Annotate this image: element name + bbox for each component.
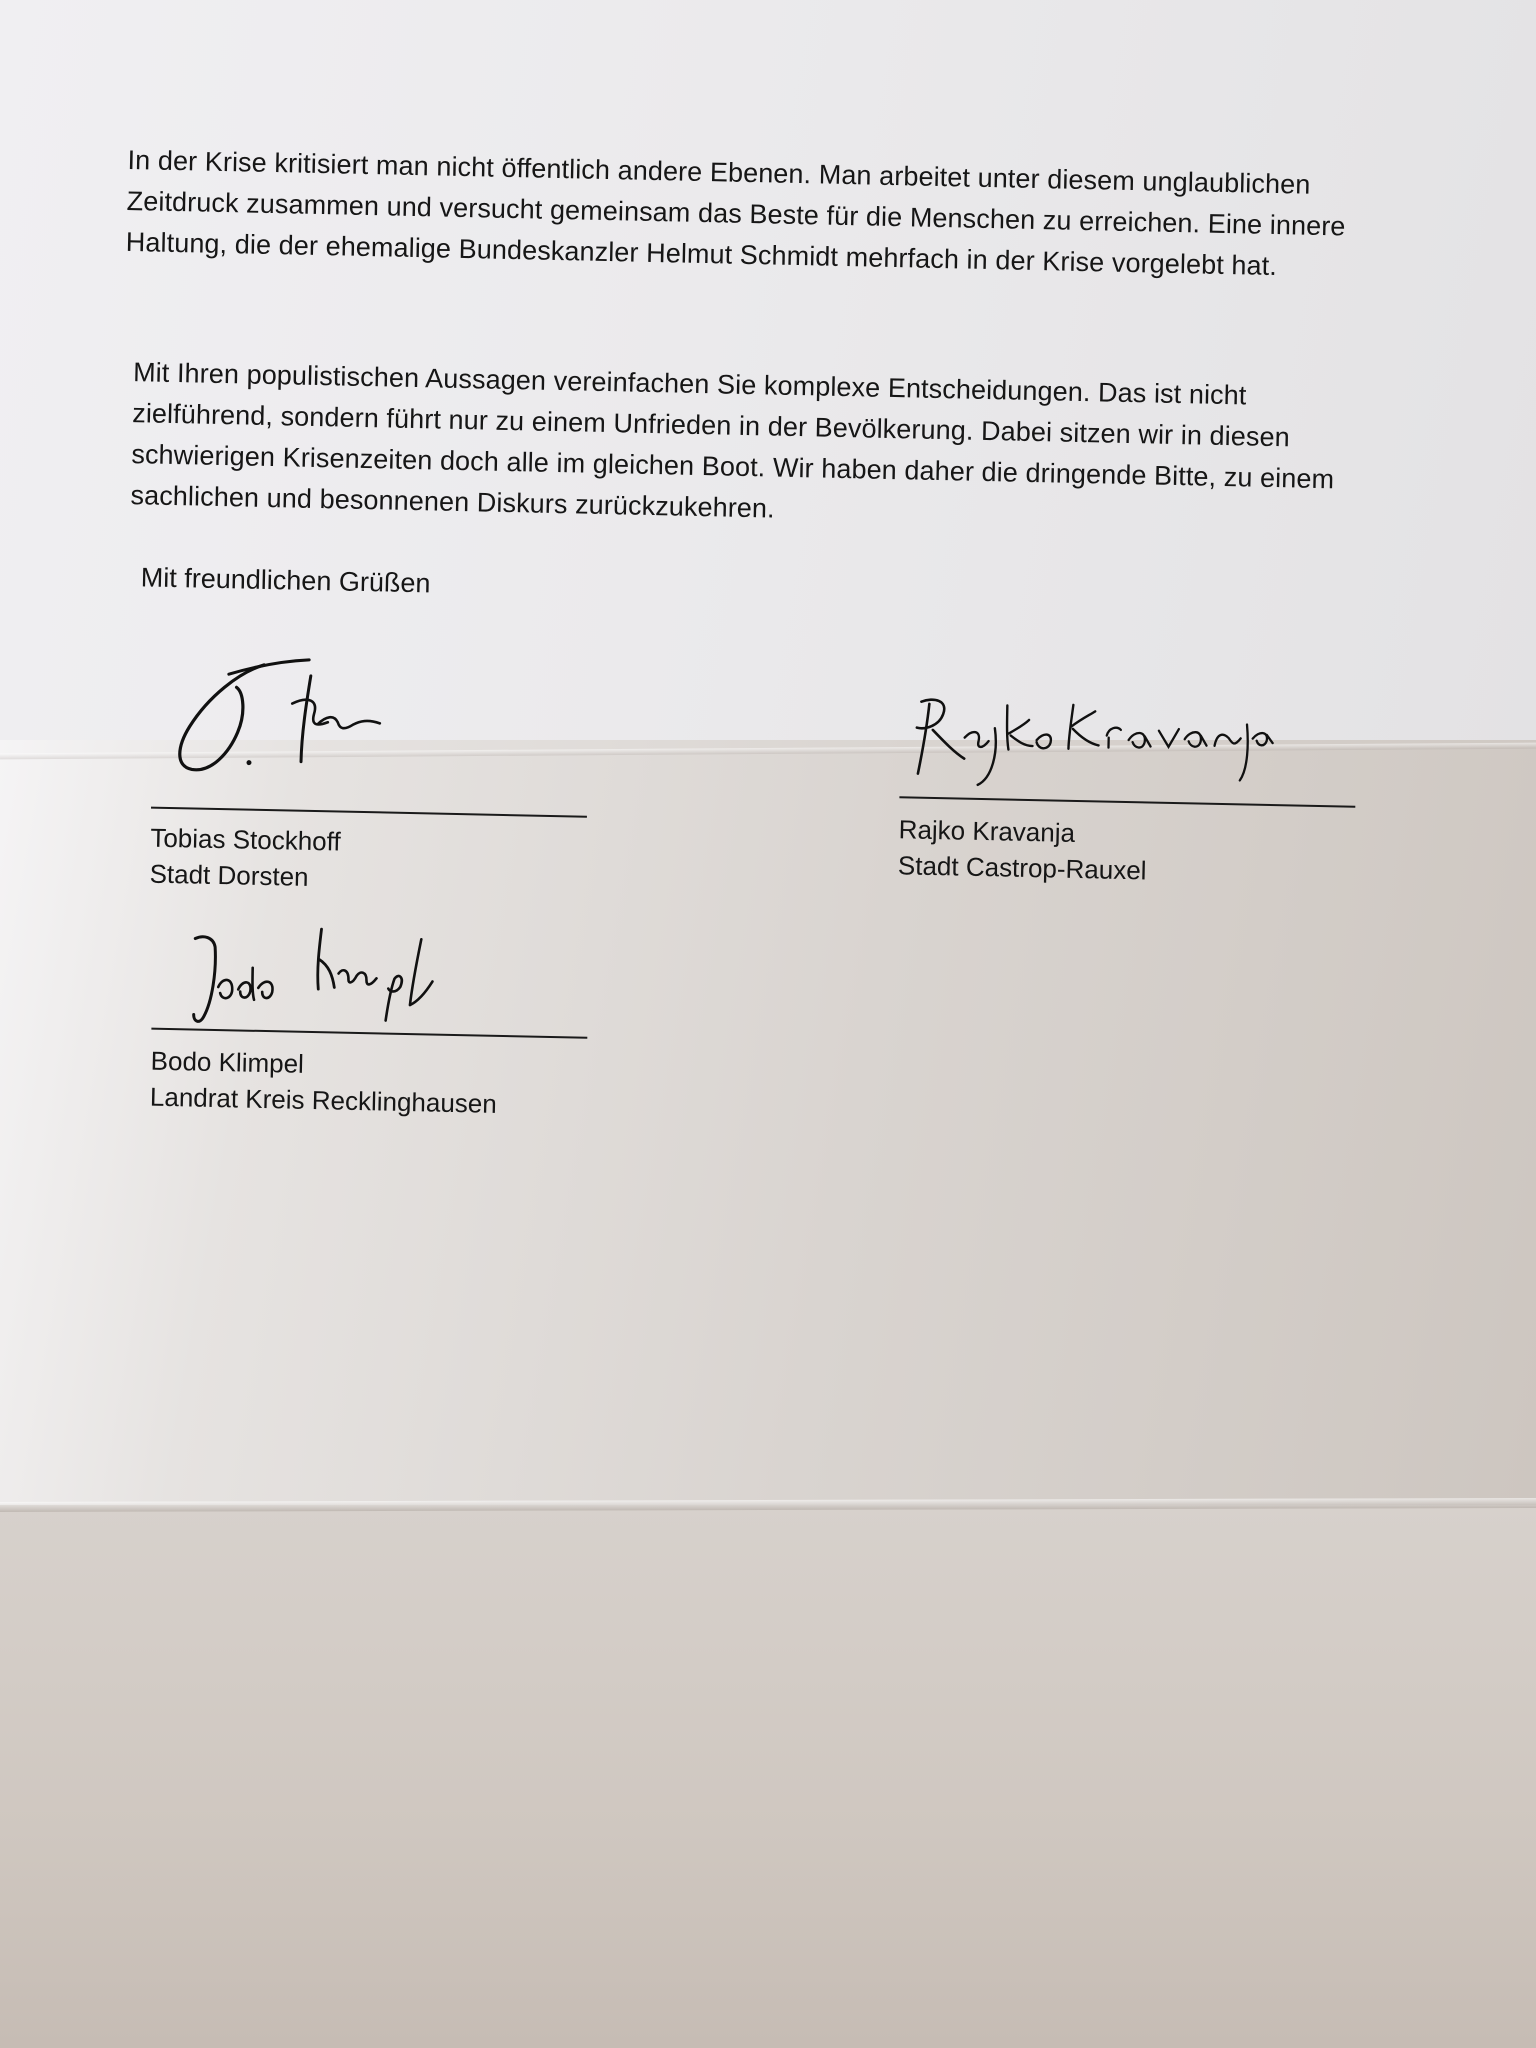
signatory-name-stockhoff: Tobias Stockhoff	[150, 822, 341, 857]
signature-kravanja	[901, 681, 1323, 810]
letter-paragraph-1: In der Krise kritisiert man nicht öffentlich andere Ebenen. Man arbeitet unter diesem unglaublichen Zeitdruck zusammen und versucht gemeinsam das Beste für die Menschen zu erreichen. Eine innere Haltung, die der ehemalige Bundeskanzler Helmut Schmidt mehrfach in der Krise vorgelebt hat.	[125, 144, 1346, 282]
signatory-org-klimpel: Landrat Kreis Recklinghausen	[149, 1081, 498, 1119]
signatory-org-stockhoff: Stadt Dorsten	[149, 858, 309, 892]
signature-stockhoff	[166, 651, 409, 796]
letter-paragraph-2: Mit Ihren populistischen Aussagen vereinfachen Sie komplexe Entscheidungen. Das ist nicht zielführend, sondern führt nur zu einem Unfrieden in der Bevölkerung. Dabei sitzen wir in diesen schwierigen Krisenzeiten doch alle im gleichen Boot. Wir haben daher die dringende Bitte, zu einem sachlichen und besonnenen Diskurs zurückzukehren.	[130, 357, 1335, 524]
signatory-name-kravanja: Rajko Kravanja	[898, 814, 1076, 848]
letter-closing: Mit freundlichen Grüßen	[140, 562, 431, 599]
signature-line-stockhoff	[151, 807, 587, 818]
signatory-name-klimpel: Bodo Klimpel	[150, 1045, 305, 1079]
signatory-org-kravanja: Stadt Castrop-Rauxel	[897, 850, 1147, 886]
